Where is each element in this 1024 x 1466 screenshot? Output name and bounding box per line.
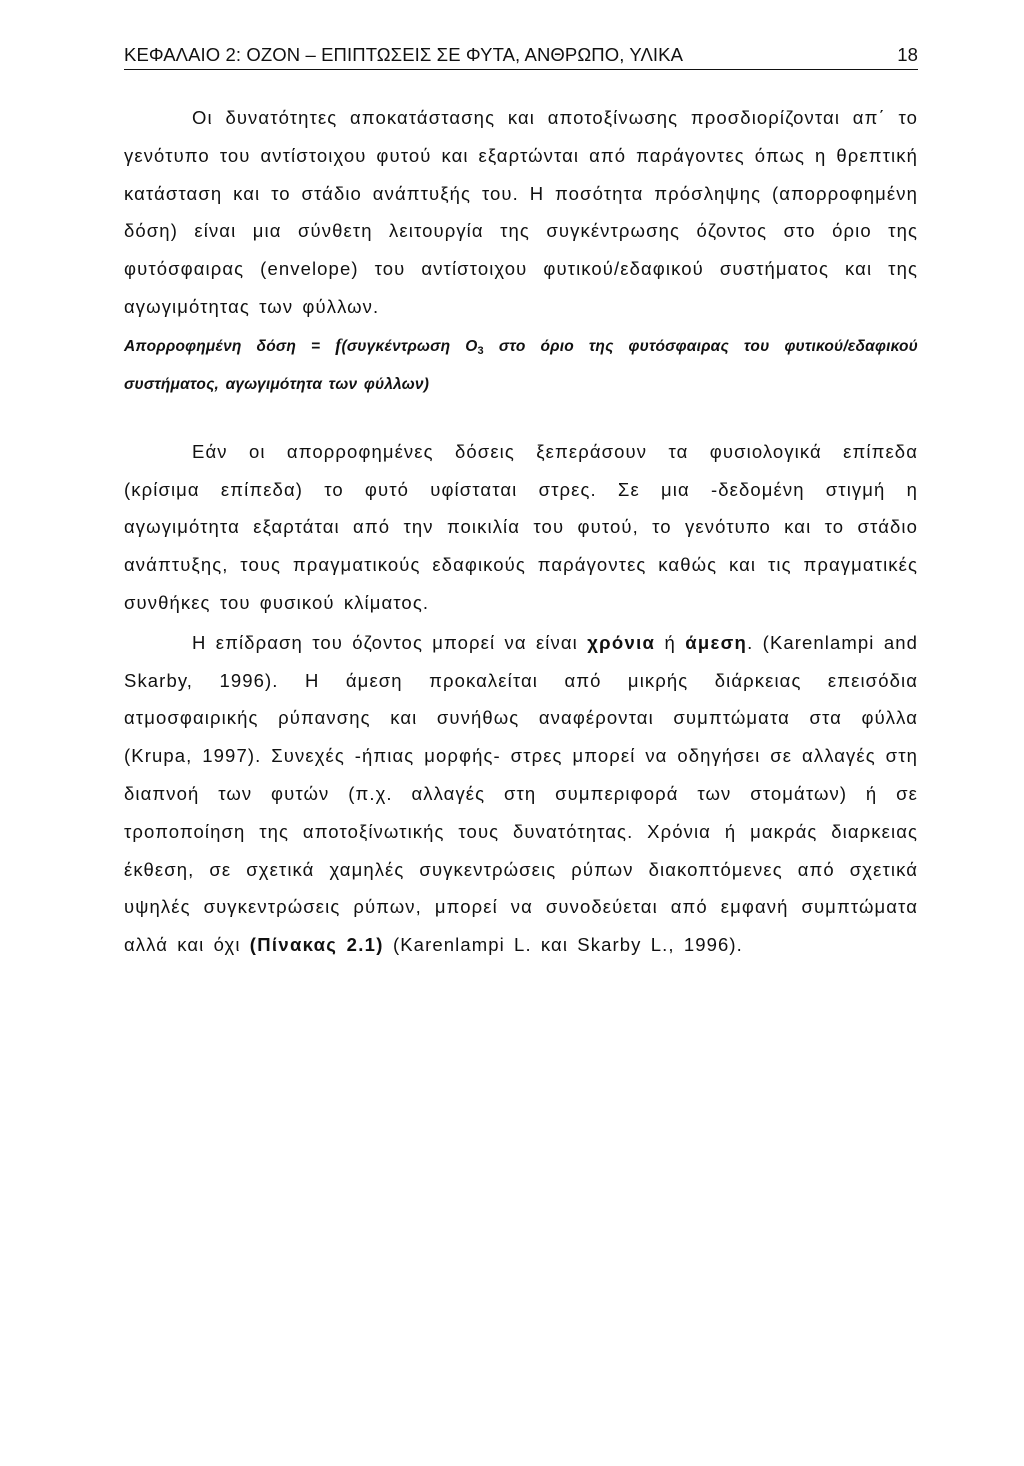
- paragraph-text-part3: . (Karenlampi and Skarby, 1996). Η άμεση προκαλείται από μικρής διάρκειας επεισόδια ατμοσφαιρικής ρύπανσης και συνήθως αναφέρονται συμπτώματα στα φύλλα (Krupa, 1997). Συνεχές -ήπιας μορφής- στρες μπορεί να οδηγήσει σε αλλαγές στη διαπνοή των φυτών (π.χ. αλλαγές στη συμπεριφορά των στομάτων) ή σε τροποποίηση της αποτοξίνωτικής τους δυνατότητας. Χρόνια ή μακράς διαρκειας έκθεση, σε σχετικά χαμηλές συγκεντρώσεις ρύπων διακοπτόμενες από σχετικά υψηλές συγκεντρώσεις ρύπων, μπορεί να συνοδεύεται από εμφανή συμπτώματα αλλά και όχι: [124, 631, 918, 956]
- formula-lhs: Απορροφημένη δόση: [124, 337, 297, 355]
- paragraph-text-part4: (Karenlampi L. και Skarby L., 1996).: [392, 934, 743, 956]
- paragraph-text: Οι δυνατότητες αποκατάστασης και αποτοξίνωσης προσδιορίζονται απ΄ το γενότυπο του αντίστοιχου φυτού και εξαρτώνται από παράγοντες όπως η θρεπτική κατάσταση και το στάδιο ανάπτυξής του. Η ποσότητα πρόσληψης (απορροφημένη δόση) είναι μια σύνθετη λειτουργία της συγκέντρωσης όζοντος στο όριο της φυτόσφαιρας (envelope) του αντίστοιχου φυτικού/εδαφικού συστήματος και της αγωγιμότητας των φύλλων.: [124, 107, 918, 317]
- formula-equals: =: [311, 337, 321, 355]
- chapter-title: ΚΕΦΑΛΑΙΟ 2: ΟΖΟΝ – ΕΠΙΠΤΩΣΕΙΣ ΣΕ ΦΥΤΑ, ΑΝΘΡΩΠΟ, ΥΛΙΚΑ: [124, 44, 684, 65]
- absorbed-dose-formula: [124, 328, 918, 402]
- paragraph-restoration: [124, 99, 918, 326]
- term-acute: άμεση: [685, 631, 748, 653]
- table-reference: (Πίνακας 2.1): [249, 934, 384, 956]
- paragraph-text: Εάν οι απορροφημένες δόσεις ξεπεράσουν τα φυσιολογικά επίπεδα (κρίσιμα επίπεδα) το φυτό υφίσταται στρες. Σε μια -δεδομένη στιγμή η αγωγιμότητα εξαρτάται από την ποικιλία του φυτού, το γενότυπο και το στάδιο ανάπτυξης, τους πραγματικούς εδαφικούς παράγοντες καθώς και τις πραγματικές συνθήκες του φυσικού κλίματος.: [124, 440, 918, 613]
- document-page: [124, 44, 918, 964]
- formula-args-start: (συγκέντρωση O: [341, 337, 478, 355]
- term-chronic: χρόνια: [587, 631, 656, 653]
- page-number: 18: [897, 44, 918, 65]
- formula-args-end: στο όριο της φυτόσφαιρας του φυτικού/εδαφικού συστήματος, αγωγιμότητα των φύλλων): [124, 337, 918, 393]
- paragraph-text-part2: ή: [664, 631, 676, 653]
- paragraph-text-part1: Η επίδραση του όζοντος μπορεί να είναι: [192, 631, 578, 653]
- formula-function: f: [335, 334, 342, 355]
- paragraph-ozone-effect: [124, 624, 918, 964]
- running-header: [124, 44, 918, 70]
- paragraph-stress: [124, 433, 918, 622]
- formula-subscript: 3: [477, 344, 484, 357]
